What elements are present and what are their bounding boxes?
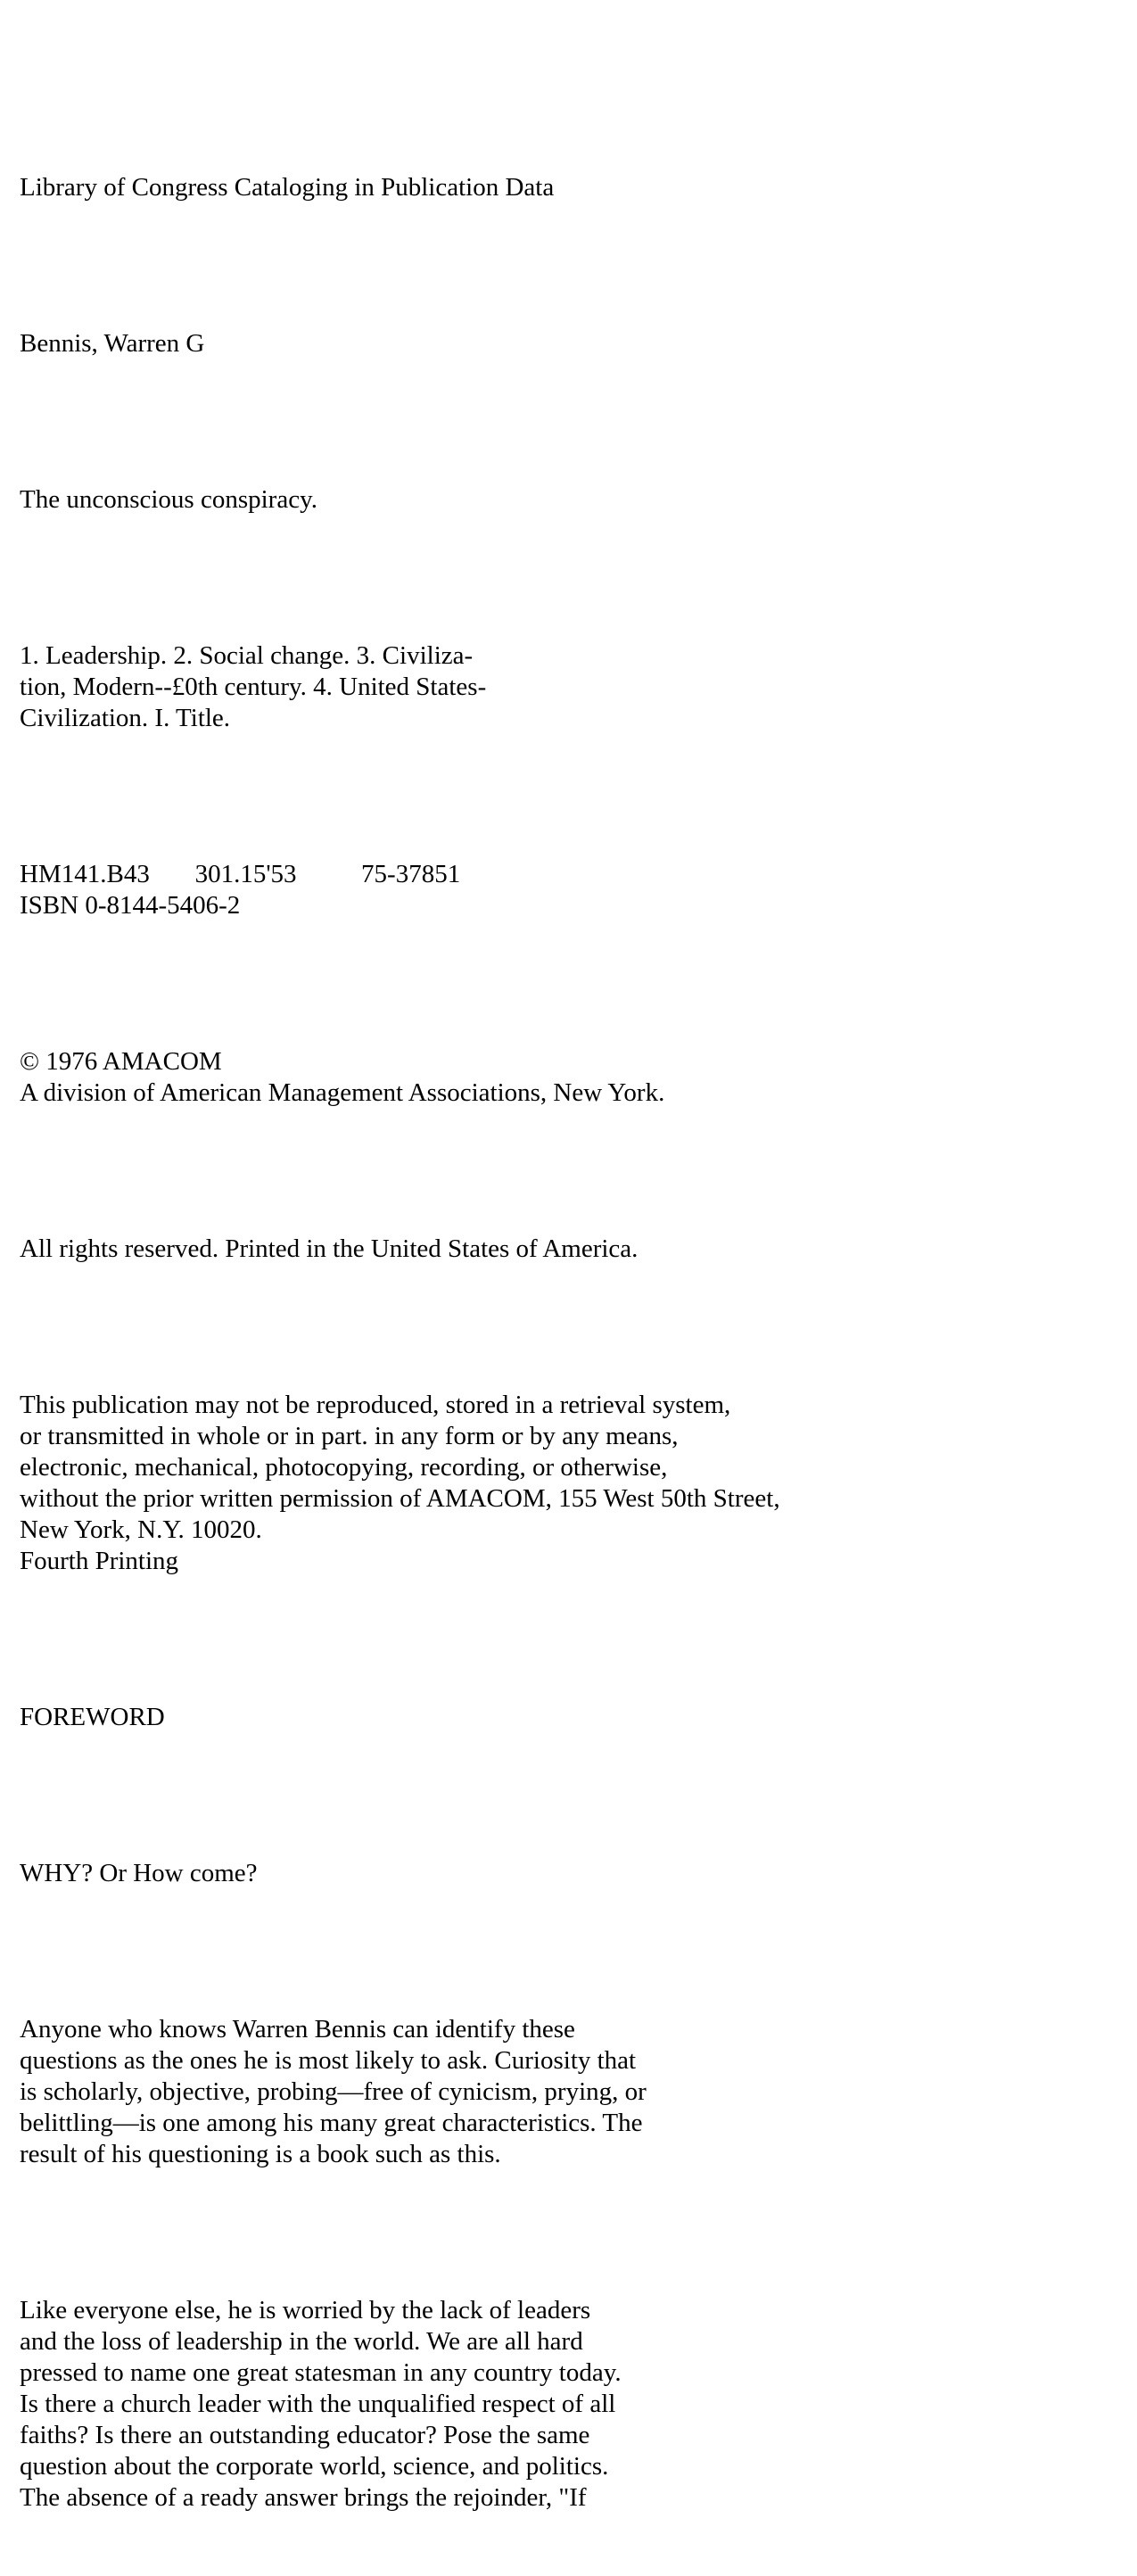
text-line: faiths? Is there an outstanding educator? Pose the same [20, 2421, 590, 2449]
publisher-line: A division of American Management Associations, New York. [20, 1078, 665, 1107]
text-line: belittling—is one among his many great characteristics. The [20, 2109, 643, 2137]
text-line: or transmitted in whole or in part. in any form or by any means, [20, 1422, 679, 1450]
book-title [20, 484, 1101, 516]
text-line: FOREWORD [20, 1703, 165, 1731]
text-line: Civilization. I. Title. [20, 704, 231, 732]
subject-classifications [20, 640, 1101, 734]
foreword-heading [20, 1702, 1101, 1733]
text-line: Bennis, Warren G [20, 329, 205, 358]
rights-reserved-line [20, 1234, 1101, 1265]
text-line: Is there a church leader with the unqualified respect of all [20, 2390, 616, 2418]
text-line: questions as the ones he is most likely to ask. Curiosity that [20, 2046, 637, 2075]
catalog-number-line: HM141.B43 301.15'53 75-37851 [20, 860, 461, 888]
text-line: question about the corporate world, science, and politics. [20, 2452, 609, 2481]
text-line: and the loss of leadership in the world. We are all hard [20, 2327, 583, 2356]
text-line: tion, Modern--£0th century. 4. United States- [20, 673, 487, 701]
text-line: The absence of a ready answer brings the rejoinder, "If [20, 2483, 587, 2512]
copyright-line: © 1976 AMACOM [20, 1047, 222, 1076]
text-line: Anyone who knows Warren Bennis can identify these [20, 2015, 575, 2043]
foreword-question [20, 1858, 1101, 1889]
loc-cataloging-heading [20, 172, 1101, 203]
text-line: Like everyone else, he is worried by the lack of leaders [20, 2296, 591, 2324]
text-line: electronic, mechanical, photocopying, recording, or otherwise, [20, 1453, 668, 1482]
text-line: is scholarly, objective, probing—free of cynicism, prying, or [20, 2077, 647, 2106]
text-line: The unconscious conspiracy. [20, 485, 317, 514]
permission-paragraph [20, 1390, 1101, 1577]
text-line: New York, N.Y. 10020. [20, 1515, 262, 1544]
foreword-paragraph-1 [20, 2014, 1101, 2170]
text-line: without the prior written permission of AMACOM, 155 West 50th Street, [20, 1484, 780, 1513]
printing-edition-line: Fourth Printing [20, 1547, 179, 1575]
text-line: 1. Leadership. 2. Social change. 3. Civiliza- [20, 641, 474, 670]
text-line: All rights reserved. Printed in the United States of America. [20, 1234, 639, 1263]
author-name [20, 328, 1101, 359]
text-line: result of his questioning is a book such as this. [20, 2140, 501, 2168]
text-line: pressed to name one great statesman in any country today. [20, 2358, 622, 2387]
isbn-line: ISBN 0-8144-5406-2 [20, 891, 241, 920]
catalog-numbers [20, 859, 1101, 921]
copyright-notice [20, 1046, 1101, 1109]
foreword-paragraph-2 [20, 2295, 1101, 2514]
text-line: WHY? Or How come? [20, 1859, 258, 1887]
text-line: Library of Congress Cataloging in Publication Data [20, 173, 555, 202]
text-line: This publication may not be reproduced, stored in a retrieval system, [20, 1391, 731, 1419]
